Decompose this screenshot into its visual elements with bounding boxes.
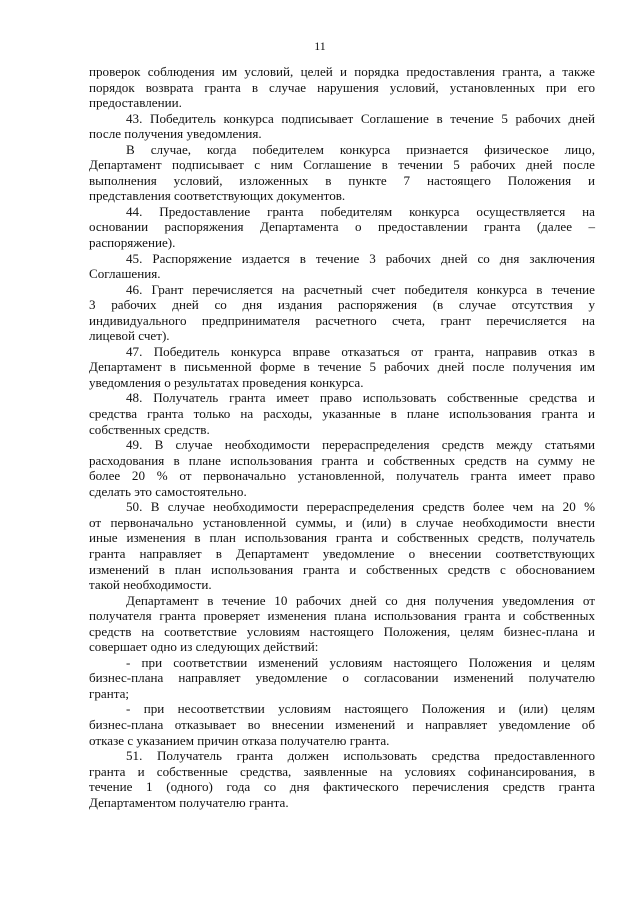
- text-line: 49. В случае необходимости перераспределения средств между статьями: [126, 437, 595, 453]
- text-line: распоряжение).: [89, 235, 176, 251]
- text-line: 50. В случае необходимости перераспределения средств более чем на 20 %: [126, 499, 595, 515]
- text-line: гранта;: [89, 685, 130, 701]
- paragraph: [89, 64, 595, 111]
- text-line: средства гранта только на расходы, указанные в плане использования гранта и: [89, 406, 595, 422]
- text-line: выполнения условий, изложенных в пункте 7 настоящего Положения и: [89, 172, 595, 188]
- text-line: отказе с указанием причин отказа получателю гранта.: [89, 732, 390, 748]
- paragraph: [89, 701, 595, 748]
- paragraph: [89, 204, 595, 251]
- text-line: Департамент в течение 10 рабочих дней со дня получения уведомления от: [126, 592, 595, 608]
- text-line: Департамент подписывает с ним Соглашение в течении 5 рабочих дней после: [89, 157, 595, 173]
- paragraph: [89, 437, 595, 499]
- text-line: такой необходимости.: [89, 577, 212, 593]
- page-number: 11: [314, 39, 326, 53]
- text-line: расходования в плане использования гранта и собственных средств на сумму не: [89, 452, 595, 468]
- text-line: гранта и собственные средства, заявленные на условиях софинансирования, в: [89, 763, 595, 779]
- text-line: предоставлении.: [89, 95, 182, 111]
- text-line: сделать это самостоятельно.: [89, 483, 247, 499]
- paragraph: [89, 251, 595, 282]
- text-line: течение 1 (одного) года со дня фактического перечисления средств гранта: [89, 779, 595, 795]
- text-line: 48. Получатель гранта имеет право использовать собственные средства и: [126, 390, 595, 406]
- text-line: 44. Предоставление гранта победителям конкурса осуществляется на: [126, 203, 595, 219]
- text-line: изменений в план использования гранта и собственных средств с обоснованием: [89, 561, 595, 577]
- text-line: основании распоряжения Департамента о предоставлении гранта (далее –: [89, 219, 595, 235]
- text-line: от первоначально установленной суммы, и (или) в случае необходимости внести: [89, 514, 595, 530]
- text-line: 45. Распоряжение издается в течение 3 рабочих дней со дня заключения: [126, 250, 595, 266]
- text-line: бизнес-плана отказывает во внесении изменений и направляет уведомление об: [89, 716, 595, 732]
- paragraph: [89, 282, 595, 344]
- paragraph: [89, 390, 595, 437]
- text-line: - при несоответствии условиям настоящего Положения и (или) целям: [126, 701, 595, 717]
- text-line: проверок соблюдения им условий, целей и порядка предоставления гранта, а также: [89, 64, 595, 79]
- text-line: представления соответствующих документов.: [89, 188, 346, 204]
- text-line: бизнес-плана направляет уведомление о согласовании изменений получателю: [89, 670, 595, 686]
- text-line: 46. Грант перечисляется на расчетный счет победителя конкурса в течение: [126, 281, 595, 297]
- text-line: порядок возврата гранта в случае нарушения условий, установленных при его: [89, 79, 595, 95]
- text-line: получателя гранта проверяет изменения плана использования гранта и собственных: [89, 608, 595, 624]
- text-line: после получения уведомления.: [89, 126, 262, 142]
- text-line: 3 рабочих дней со дня издания распоряжения (в случае отсутствия у: [89, 297, 595, 313]
- text-line: уведомления о результатах проведения конкурса.: [89, 374, 364, 390]
- text-line: более 20 % от первоначально установленной, получатель гранта имеет право: [89, 468, 595, 484]
- text-line: Соглашения.: [89, 266, 161, 282]
- document-body: [89, 64, 595, 810]
- text-line: 47. Победитель конкурса вправе отказаться от гранта, направив отказ в: [126, 343, 595, 359]
- text-line: гранта направляет в Департамент уведомление о внесении соответствующих: [89, 545, 595, 561]
- paragraph: [89, 748, 595, 810]
- paragraph: [89, 655, 595, 702]
- paragraph: [89, 593, 595, 655]
- text-line: 51. Получатель гранта должен использовать средства предоставленного: [126, 748, 595, 764]
- paragraph: [89, 142, 595, 204]
- text-line: индивидуального предпринимателя расчетного счета, грант перечисляется на: [89, 312, 595, 328]
- text-line: собственных средств.: [89, 421, 210, 437]
- text-line: иные изменения в план использования гранта и собственных средств, получатель: [89, 530, 595, 546]
- paragraph: [89, 111, 595, 142]
- text-line: - при соответствии изменений условиям настоящего Положения и целям: [126, 654, 595, 670]
- text-line: лицевой счет).: [89, 328, 170, 344]
- paragraph: [89, 499, 595, 592]
- text-line: 43. Победитель конкурса подписывает Соглашение в течение 5 рабочих дней: [126, 110, 595, 126]
- text-line: средств на соответствие условиям настоящего Положения, целям бизнес-плана и: [89, 623, 595, 639]
- text-line: В случае, когда победителем конкурса признается физическое лицо,: [126, 141, 595, 157]
- text-line: Департаментом получателю гранта.: [89, 794, 289, 810]
- paragraph: [89, 344, 595, 391]
- text-line: совершает одно из следующих действий:: [89, 639, 319, 655]
- text-line: Департамент в письменной форме в течение 5 рабочих дней после получения им: [89, 359, 595, 375]
